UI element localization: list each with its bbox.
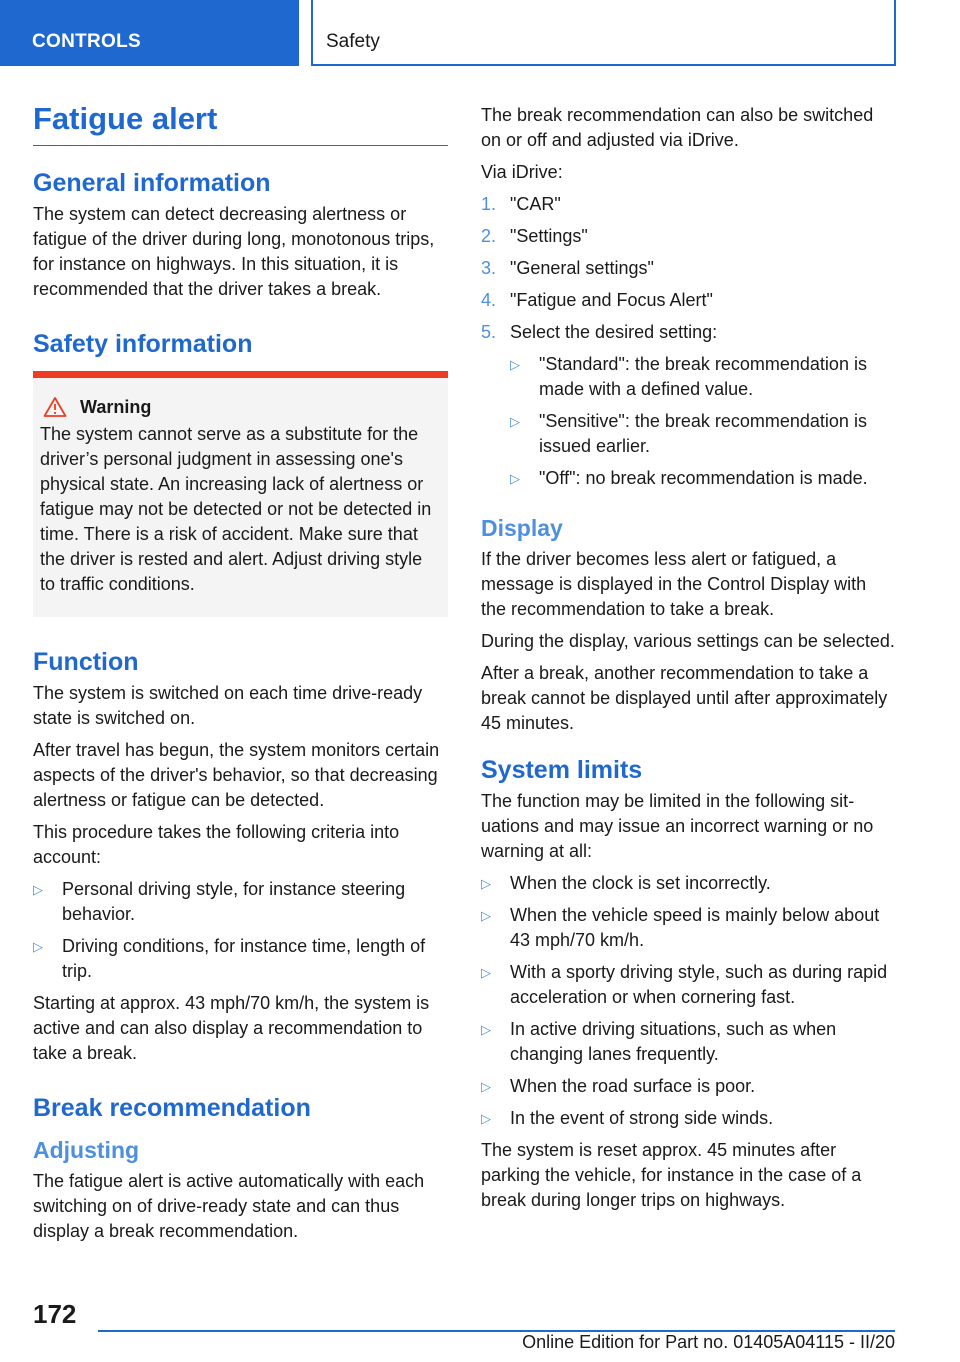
adjusting-text: The fatigue alert is active automatically with each switching on of drive-ready state and can thus display a break recommendation. <box>33 1170 425 1241</box>
function-p2: After travel has begun, the system monitors certain aspects of the driver's behavior, so that decreasing alertness or fatigue can be detected. <box>33 740 440 811</box>
general-text: The system can detect decreasing alertness or fatigue of the driver during long, monotonous trips, for instance on highways. In this situation, it is recommended that the driver takes a break. <box>33 204 435 300</box>
limits-heading: System limits <box>481 755 643 784</box>
display-heading: Display <box>481 515 563 541</box>
list-item: ▷ "Off": no break recommendation is made. <box>510 466 895 491</box>
limits-outro: The system is reset approx. 45 minutes after parking the vehicle, for instance in the case of a break during longer trips on highways. <box>481 1139 862 1210</box>
display-p3: After a break, another recommendation to take a break cannot be displayed until after approximately 45 minutes. <box>481 662 888 733</box>
list-item: ▷ When the clock is set incorrectly. <box>481 871 895 896</box>
warning-label: Warning <box>80 396 152 417</box>
list-item: ▷ With a sporty driving style, such as during rapid acceleration or when cornering fast. <box>481 960 895 1010</box>
function-p4: Starting at approx. 43 mph/70 km/h, the system is active and can also display a recommendation to take a break. <box>33 993 430 1064</box>
triangle-bullet-icon: ▷ <box>481 1078 491 1094</box>
list-item: 3. "General settings" <box>481 258 654 278</box>
left-column <box>33 100 448 1251</box>
triangle-bullet-icon: ▷ <box>510 471 520 486</box>
list-item: ▷ When the vehicle speed is mainly below about 43 mph/70 km/h. <box>481 903 895 953</box>
list-item: ▷ When the road surface is poor. <box>481 1074 895 1099</box>
warning-text: The system cannot serve as a substitute for the driver’s personal judgment in assessing one's physical state. An increasing lack of alertness or fatigue may not be detected or not be detected in time. There is a risk of accident. Make sure that the driver is rested and alert. Adjust driving style to traffic conditions. <box>40 424 432 595</box>
triangle-bullet-icon: ▷ <box>510 414 520 429</box>
function-heading: Function <box>33 648 139 677</box>
triangle-bullet-icon: ▷ <box>481 1110 491 1126</box>
setting-options <box>510 352 895 491</box>
warning-box <box>33 371 448 617</box>
idrive-intro: The break recommendation can also be switched on or off and adjusted via iDrive. <box>481 105 874 150</box>
triangle-bullet-icon: ▷ <box>33 939 43 955</box>
idrive-steps <box>481 192 895 498</box>
edition-note: Online Edition for Part no. 01405A04115 - II/20 <box>522 1332 895 1352</box>
list-item: ▷ "Standard": the break recommendation is made with a defined value. <box>510 352 895 402</box>
page-title: Fatigue alert <box>33 100 448 146</box>
list-item: ▷ "Sensitive": the break recommendation is issued earlier. <box>510 409 895 459</box>
adjusting-heading: Adjusting <box>33 1137 140 1164</box>
list-item: 1. "CAR" <box>481 194 561 214</box>
safety-heading: Safety information <box>33 330 253 359</box>
limits-intro: The function may be limited in the following situations and may issue an incorrect warning or no warning at all: <box>481 790 874 861</box>
list-item: ▷ In active driving situations, such as when changing lanes frequently. <box>481 1017 895 1067</box>
via-idrive: Via iDrive: <box>481 162 563 182</box>
warning-triangle-icon <box>40 396 80 418</box>
triangle-bullet-icon: ▷ <box>481 875 491 891</box>
list-item: 2. "Settings" <box>481 226 588 246</box>
triangle-bullet-icon: ▷ <box>33 882 43 898</box>
section-label: CONTROLS <box>32 31 142 52</box>
triangle-bullet-icon: ▷ <box>481 1021 491 1037</box>
list-item: ▷ In the event of strong side winds. <box>481 1106 895 1131</box>
warning-header <box>40 396 441 418</box>
limits-list <box>481 871 895 1131</box>
chapter-tab <box>311 0 896 66</box>
break-heading: Break recommendation <box>33 1094 311 1123</box>
page-number: 172 <box>33 1299 77 1329</box>
function-p3: This procedure takes the following criteria into account: <box>33 822 400 868</box>
general-heading: General information <box>33 169 271 198</box>
display-p1: If the driver becomes less alert or fatigued, a message is displayed in the Control Display with the recommendation to take a break. <box>481 548 867 619</box>
section-tab <box>0 0 299 66</box>
list-item: 5. Select the desired setting: ▷ "Standard": the break recommendation is made with a defined value. ▷ "Sensitive": the break recommendation is issued earlier. ▷ "Off": no break recommendation is made. <box>481 320 895 498</box>
chapter-label: Safety <box>326 31 380 52</box>
function-p1: The system is switched on each time drive-ready state is switched on. <box>33 683 423 729</box>
criteria-list <box>33 877 448 984</box>
list-item: ▷ Personal driving style, for instance steering behavior. <box>33 877 448 927</box>
list-item: 4. "Fatigue and Focus Alert" <box>481 290 713 310</box>
triangle-bullet-icon: ▷ <box>481 907 491 923</box>
triangle-bullet-icon: ▷ <box>510 357 520 372</box>
right-column <box>481 103 895 1220</box>
display-p2: During the display, various settings can be selected. <box>481 630 895 651</box>
triangle-bullet-icon: ▷ <box>481 964 491 980</box>
list-item: ▷ Driving conditions, for instance time, length of trip. <box>33 934 448 984</box>
